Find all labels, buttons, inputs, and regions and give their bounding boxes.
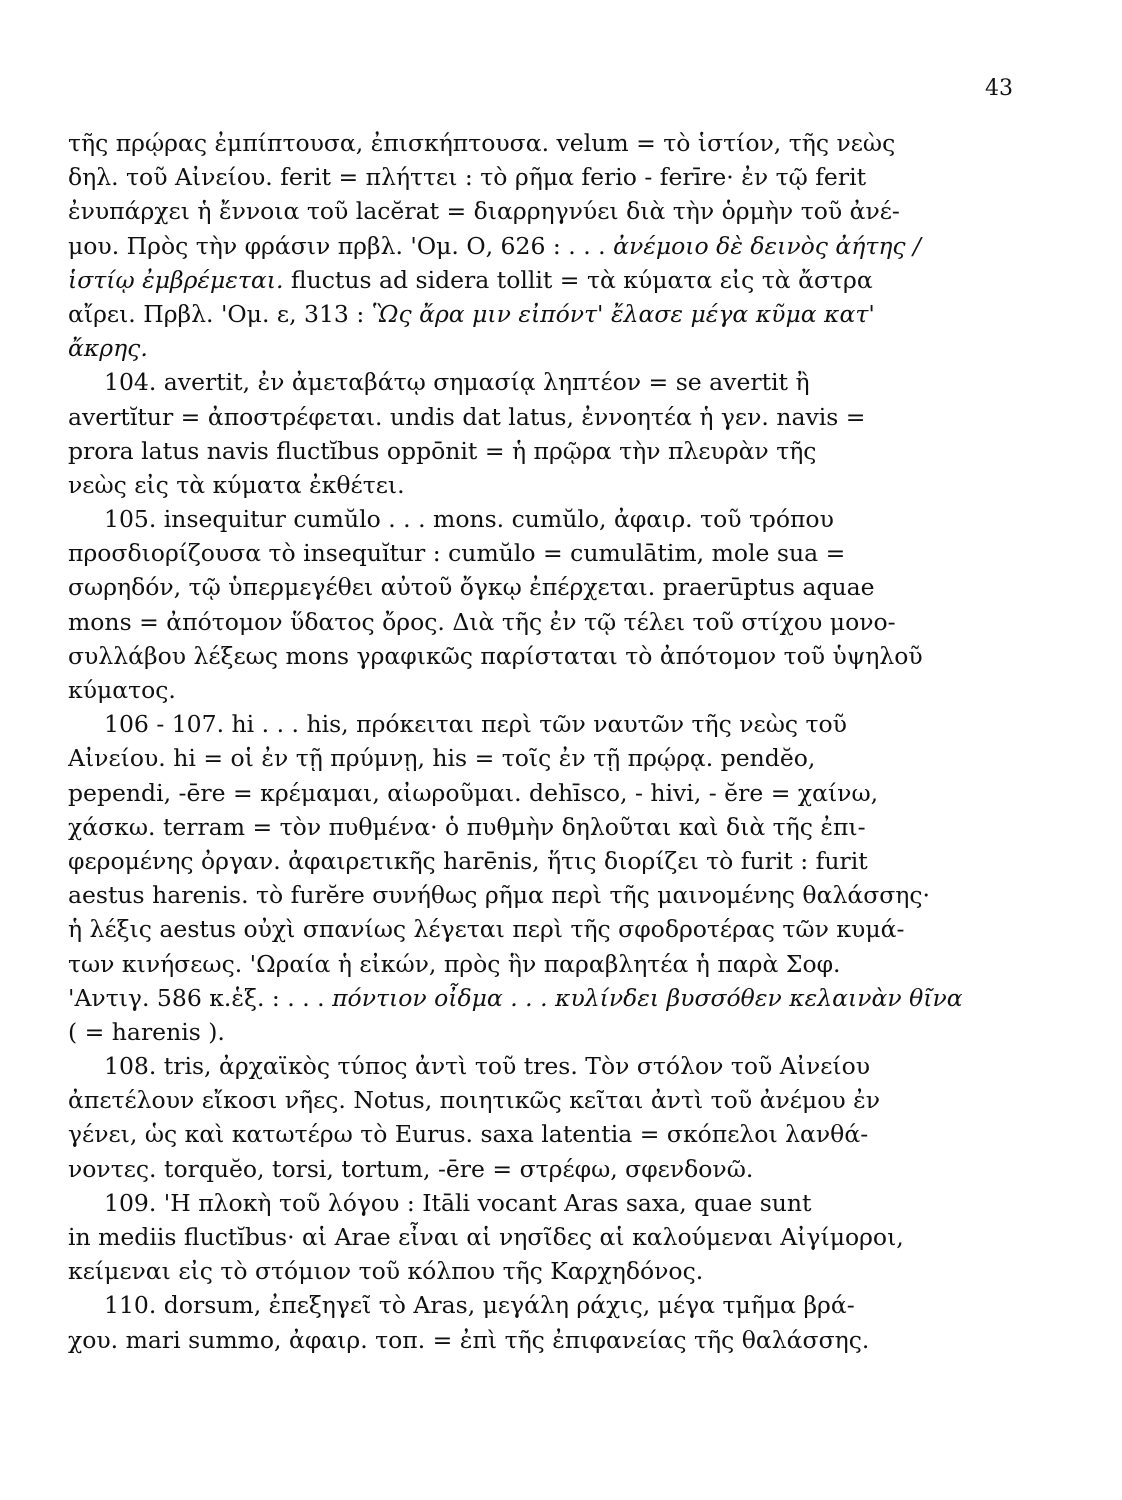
text-line — [68, 947, 1073, 981]
text-line — [68, 434, 1073, 468]
text-segment: prora latus navis fluctĭbus oppōnit = ἡ πρῷρα τὴν πλευρὰν τῆς — [68, 436, 817, 465]
text-segment: νεὼς εἰς τὰ κύματα ἐκθέτει. — [68, 470, 405, 499]
text-line — [68, 707, 1073, 741]
text-segment: 'Αντιγ. 586 κ.ἑξ. : . . . — [68, 983, 333, 1012]
text-line — [68, 981, 1073, 1015]
text-segment: in mediis fluctĭbus· αἱ Arae εἶναι αἱ νησῖδες αἱ καλούμεναι Αἰγίμοροι, — [68, 1223, 904, 1251]
text-line — [68, 400, 1073, 434]
text-segment: ἐνυπάρχει ἡ ἔννοια τοῦ lacĕrat = διαρρηγνύει διὰ τὴν ὁρμὴν τοῦ ἀνέ- — [68, 197, 900, 226]
text-segment: των κινήσεως. 'Ωραία ἡ εἰκών, πρὸς ἣν παραβλητέα ἡ παρὰ Σοφ. — [68, 949, 841, 978]
text-segment: 108. tris, ἀρχαϊκὸς τύπος ἀντὶ τοῦ tres. Τὸν στόλον τοῦ Αἰνείου — [104, 1052, 871, 1081]
text-segment: 104. avertit, ἐν ἀμεταβάτῳ σημασίᾳ ληπτέον = se avertit ἢ — [104, 368, 810, 397]
text-segment: νοντες. torquĕo, torsi, tortum, -ēre = στρέφω, σφενδονῶ. — [68, 1154, 754, 1183]
text-line — [68, 673, 1073, 707]
italic-quote: ἱστίῳ ἐμβρέμεται. — [68, 265, 284, 294]
text-line — [68, 1049, 1073, 1083]
text-line — [68, 1254, 1073, 1288]
text-segment: κείμεναι εἰς τὸ στόμιον τοῦ κόλπου τῆς Καρχηδόνος. — [68, 1257, 704, 1286]
text-segment: avertĭtur = ἀποστρέφεται. undis dat latus, ἐννοητέα ἡ γεν. navis = — [68, 402, 866, 431]
text-line — [68, 331, 1073, 365]
text-line — [68, 1323, 1073, 1357]
italic-quote: Ὣς ἄρα μιν εἰπόντ' ἔλασε μέγα κῦμα κατ' — [371, 299, 875, 328]
text-line — [68, 570, 1073, 604]
text-segment: aestus harenis. τὸ furĕre συνήθως ρῆμα περὶ τῆς μαινομένης θαλάσσης· — [68, 881, 931, 910]
text-line — [68, 502, 1073, 536]
text-line — [68, 810, 1073, 844]
text-line — [68, 1186, 1073, 1220]
text-line — [68, 1083, 1073, 1117]
text-segment: 109. 'Η πλοκὴ τοῦ λόγου : Itāli vocant Aras saxa, quae sunt — [104, 1188, 812, 1217]
italic-quote: πόντιον οἶδμα . . . κυλίνδει βυσσόθεν κελαινὰν θῖνα — [332, 983, 963, 1012]
commentary-text — [68, 126, 1073, 1357]
text-line — [68, 912, 1073, 946]
text-segment: χάσκω. terram = τὸν πυθμένα· ὁ πυθμὴν δηλοῦται καὶ διὰ τῆς ἐπι- — [68, 812, 866, 841]
text-line — [68, 1015, 1073, 1049]
text-line — [68, 297, 1073, 331]
text-segment: 106 - 107. hi . . . his, πρόκειται περὶ τῶν ναυτῶν τῆς νεὼς τοῦ — [104, 710, 847, 739]
text-segment: σωρηδόν, τῷ ὑπερμεγέθει αὐτοῦ ὄγκῳ ἐπέρχεται. praerūptus aquae — [68, 573, 875, 602]
text-segment: προσδιορίζουσα τὸ insequĭtur : cumŭlo = cumulātim, mole sua = — [68, 539, 846, 568]
text-segment: συλλάβου λέξεως mons γραφικῶς παρίσταται τὸ ἀπότομον τοῦ ὑψηλοῦ — [68, 641, 923, 670]
text-segment: δηλ. τοῦ Αἰνείου. ferit = πλήττει : τὸ ρῆμα ferio - ferīre· ἐν τῷ ferit — [68, 163, 867, 192]
text-segment: ἡ λέξις aestus οὐχὶ σπανίως λέγεται περὶ τῆς σφοδροτέρας τῶν κυμά- — [68, 915, 905, 944]
text-line — [68, 1117, 1073, 1151]
text-segment: τῆς πρῴρας ἐμπίπτουσα, ἐπισκήπτουσα. velum = τὸ ἱστίον, τῆς νεὼς — [68, 129, 896, 157]
text-line — [68, 1152, 1073, 1186]
text-segment: ( = harenis ). — [68, 1017, 225, 1046]
text-segment: Αἰνείου. hi = οἱ ἐν τῇ πρύμνῃ, his = τοῖς ἐν τῇ πρῴρᾳ. pendĕo, — [68, 744, 816, 773]
text-line — [68, 776, 1073, 810]
text-line — [68, 160, 1073, 194]
text-segment: χου. mari summo, ἀφαιρ. τοπ. = ἐπὶ τῆς ἐπιφανείας τῆς θαλάσσης. — [68, 1325, 870, 1354]
text-line — [68, 844, 1073, 878]
text-line — [68, 365, 1073, 399]
text-segment: pependi, -ēre = κρέμαμαι, αἰωροῦμαι. dehīsco, - hivi, - ĕre = χαίνω, — [68, 778, 879, 807]
italic-quote: ἄκρης. — [68, 334, 148, 363]
text-segment: γένει, ὡς καὶ κατωτέρω τὸ Eurus. saxa latentia = σκόπελοι λανθά- — [68, 1120, 869, 1149]
text-segment: μου. Πρὸς τὴν φράσιν πρβλ. 'Ομ. Ο, 626 : . . . — [68, 231, 614, 260]
text-line — [68, 229, 1073, 263]
text-segment: 110. dorsum, ἐπεξηγεῖ τὸ Aras, μεγάλη ράχις, μέγα τμῆμα βρά- — [104, 1291, 855, 1320]
text-line — [68, 468, 1073, 502]
text-line — [68, 1220, 1073, 1254]
text-segment: κύματος. — [68, 676, 176, 704]
text-line — [68, 194, 1073, 228]
text-line — [68, 1288, 1073, 1322]
text-segment: 105. insequitur cumŭlo . . . mons. cumŭlo, ἀφαιρ. τοῦ τρόπου — [104, 505, 834, 534]
text-line — [68, 536, 1073, 570]
text-line — [68, 878, 1073, 912]
text-line — [68, 605, 1073, 639]
text-segment: ἀπετέλουν εἴκοσι νῆες. Notus, ποιητικῶς κεῖται ἀντὶ τοῦ ἀνέμου ἐν — [68, 1086, 880, 1115]
text-segment: αἴρει. Πρβλ. 'Ομ. ε, 313 : — [68, 299, 372, 328]
italic-quote: ἀνέμοιο δὲ δεινὸς ἀήτης / — [613, 231, 921, 260]
text-line — [68, 741, 1073, 775]
text-segment: fluctus ad sidera tollit = τὰ κύματα εἰς τὰ ἄστρα — [283, 265, 873, 294]
text-line — [68, 263, 1073, 297]
text-segment: φερομένης ὀργαν. ἀφαιρετικῆς harēnis, ἥτις διορίζει τὸ furit : furit — [68, 846, 868, 875]
page-number: 43 — [985, 76, 1013, 101]
text-segment: mons = ἀπότομον ὕδατος ὄρος. Διὰ τῆς ἐν τῷ τέλει τοῦ στίχου μονο- — [68, 607, 896, 636]
text-line — [68, 126, 1073, 160]
text-line — [68, 639, 1073, 673]
